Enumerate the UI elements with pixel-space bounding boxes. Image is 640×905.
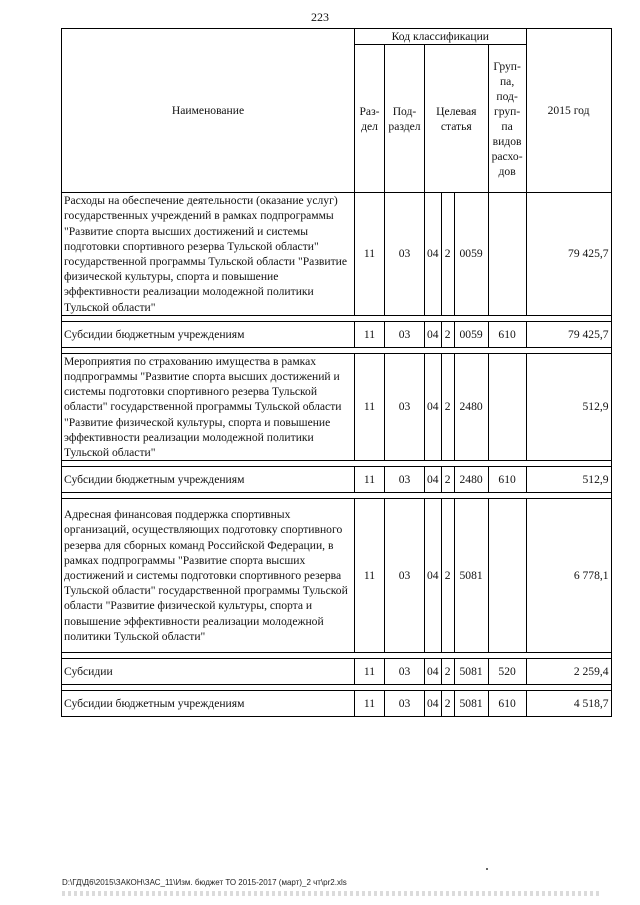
row-subprogram: 2 — [441, 193, 454, 316]
row-group: 610 — [488, 467, 526, 493]
table-row — [62, 691, 612, 717]
row-section: 11 — [355, 659, 385, 685]
row-group — [488, 499, 526, 653]
header-year: 2015 год — [526, 29, 611, 193]
row-program: 04 — [425, 321, 442, 347]
row-direction: 5081 — [454, 499, 488, 653]
row-amount: 512,9 — [526, 467, 611, 493]
row-program: 04 — [425, 353, 442, 460]
row-subprogram: 2 — [441, 659, 454, 685]
row-subsection: 03 — [385, 691, 425, 717]
row-subprogram: 2 — [441, 353, 454, 460]
row-name: Субсидии бюджетным учреждениям — [62, 691, 355, 717]
header-name: Наименование — [62, 29, 355, 193]
row-subprogram: 2 — [441, 467, 454, 493]
page-number: 223 — [311, 10, 329, 24]
row-program: 04 — [425, 467, 442, 493]
row-name: Субсидии — [62, 659, 355, 685]
row-program: 04 — [425, 499, 442, 653]
row-program: 04 — [425, 193, 442, 316]
row-section: 11 — [355, 353, 385, 460]
row-subprogram: 2 — [441, 499, 454, 653]
row-amount: 79 425,7 — [526, 193, 611, 316]
row-section: 11 — [355, 499, 385, 653]
row-amount: 2 259,4 — [526, 659, 611, 685]
row-subprogram: 2 — [441, 321, 454, 347]
row-name: Мероприятия по страхованию имущества в рамках подпрограммы "Развитие спорта высших достижений и системы подготовки спортивного резерва Тульской области" государственной программы Тульской области "Развитие физической культуры, спорта и повышение эффективности реализации молодежной политики Тульской области" — [62, 353, 355, 460]
row-group — [488, 193, 526, 316]
row-subsection: 03 — [385, 499, 425, 653]
budget-table — [61, 28, 612, 717]
header-expense-group: Груп- па, под- груп- па видов расхо- дов — [488, 45, 526, 193]
table-row — [62, 499, 612, 653]
row-section: 11 — [355, 691, 385, 717]
header-section: Раз- дел — [355, 45, 385, 193]
row-name: Расходы на обеспечение деятельности (оказание услуг) государственных учреждений в рамках подпрограммы "Развитие спорта высших достижений и системы подготовки спортивного резерва Тульской области" государственной программы Тульской области "Развитие физической культуры, спорта и повышение эффективности реализации молодежной политики Тульской области" — [62, 193, 355, 316]
row-subprogram: 2 — [441, 691, 454, 717]
table-row — [62, 321, 612, 347]
scan-trace-line — [62, 891, 602, 896]
header-row-top — [62, 29, 612, 45]
row-program: 04 — [425, 691, 442, 717]
scan-speck — [486, 868, 488, 870]
table-row — [62, 659, 612, 685]
row-group: 610 — [488, 691, 526, 717]
row-section: 11 — [355, 193, 385, 316]
row-group — [488, 353, 526, 460]
file-path-footer: D:\ГД\Д6\2015\ЗАКОН\ЗАС_11\Изм. бюджет ТО 2015-2017 (март)_2 чт\pr2.xls — [62, 878, 347, 887]
row-amount: 79 425,7 — [526, 321, 611, 347]
table-row — [62, 467, 612, 493]
row-subsection: 03 — [385, 353, 425, 460]
row-group: 520 — [488, 659, 526, 685]
row-direction: 5081 — [454, 659, 488, 685]
table-row — [62, 353, 612, 460]
row-amount: 512,9 — [526, 353, 611, 460]
row-direction: 2480 — [454, 467, 488, 493]
row-subsection: 03 — [385, 659, 425, 685]
table-body — [62, 193, 612, 717]
row-subsection: 03 — [385, 193, 425, 316]
header-target-article: Целевая статья — [425, 45, 489, 193]
row-subsection: 03 — [385, 467, 425, 493]
row-amount: 6 778,1 — [526, 499, 611, 653]
row-name: Субсидии бюджетным учреждениям — [62, 467, 355, 493]
row-program: 04 — [425, 659, 442, 685]
header-subsection: Под- раздел — [385, 45, 425, 193]
row-direction: 0059 — [454, 321, 488, 347]
row-direction: 5081 — [454, 691, 488, 717]
row-section: 11 — [355, 321, 385, 347]
row-amount: 4 518,7 — [526, 691, 611, 717]
header-classification: Код классификации — [355, 29, 527, 45]
row-name: Субсидии бюджетным учреждениям — [62, 321, 355, 347]
row-name: Адресная финансовая поддержка спортивных организаций, осуществляющих подготовку спортивного резерва для сборных команд Российской Федерации, в рамках подпрограммы "Развитие спорта высших достижений и системы подготовки спортивного резерва Тульской области" государственной программы Тульской области "Развитие физической культуры, спорта и повышение эффективности реализации молодежной политики Тульской области" — [62, 499, 355, 653]
row-group: 610 — [488, 321, 526, 347]
row-section: 11 — [355, 467, 385, 493]
row-direction: 2480 — [454, 353, 488, 460]
row-direction: 0059 — [454, 193, 488, 316]
row-subsection: 03 — [385, 321, 425, 347]
table-row — [62, 193, 612, 316]
